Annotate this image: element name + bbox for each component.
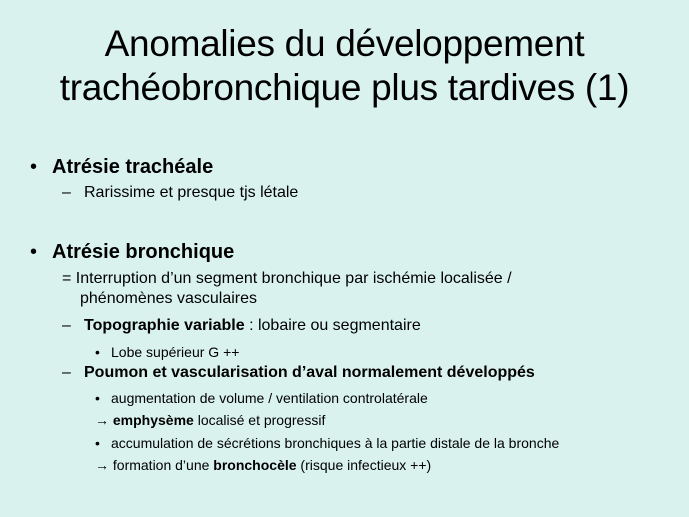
bullet: • — [30, 241, 38, 263]
emphyseme-rest: localisé et progressif — [193, 412, 326, 428]
heading-text: Atrésie trachéale — [52, 156, 214, 178]
emphyseme-bold: emphysème — [112, 412, 194, 428]
topographie-bold: Topographie variable — [84, 317, 245, 334]
item-text: Rarissime et presque tjs létale — [84, 184, 299, 201]
item-text: augmentation de volume / ventilation controlatérale — [111, 390, 428, 406]
arrow-icon: → — [95, 457, 109, 473]
dash: – — [62, 184, 71, 201]
definition-line-1: = Interruption d’un segment bronchique par ischémie localisée / — [62, 270, 512, 287]
small-bullet: • — [95, 344, 100, 360]
heading-atresie-bronchique — [30, 241, 234, 264]
title-line-2: trachéobronchique plus tardives (1) — [59, 67, 630, 108]
arrow-icon: → — [95, 412, 109, 428]
item-lobe-superieur — [95, 344, 239, 360]
item-poumon — [62, 364, 535, 382]
arrow-emphyseme — [95, 412, 325, 428]
bronchocele-bold: bronchocèle — [213, 457, 297, 473]
item-text: Lobe supérieur G ++ — [111, 344, 240, 360]
item-rarissime — [62, 184, 298, 202]
item-topographie — [62, 317, 421, 335]
heading-text: Atrésie bronchique — [52, 241, 235, 263]
bronchocele-pre: formation d’une — [109, 457, 214, 473]
topographie-rest: : lobaire ou segmentaire — [244, 317, 421, 334]
bronchocele-rest: (risque infectieux ++) — [296, 457, 432, 473]
poumon-bold: Poumon et vascularisation d’aval normalement développés — [84, 364, 535, 381]
slide-title — [0, 22, 689, 110]
item-accumulation — [95, 435, 559, 451]
small-bullet: • — [95, 390, 100, 406]
small-bullet: • — [95, 435, 100, 451]
bullet: • — [30, 156, 38, 178]
definition-line-2: phénomènes vasculaires — [80, 290, 257, 307]
dash: – — [62, 317, 71, 334]
arrow-bronchocele — [95, 457, 431, 473]
item-text: accumulation de sécrétions bronchiques à la partie distale de la bronche — [111, 435, 560, 451]
dash: – — [62, 364, 71, 381]
item-augmentation — [95, 390, 428, 406]
title-line-1: Anomalies du développement — [104, 23, 585, 64]
heading-atresie-tracheale — [30, 156, 213, 179]
